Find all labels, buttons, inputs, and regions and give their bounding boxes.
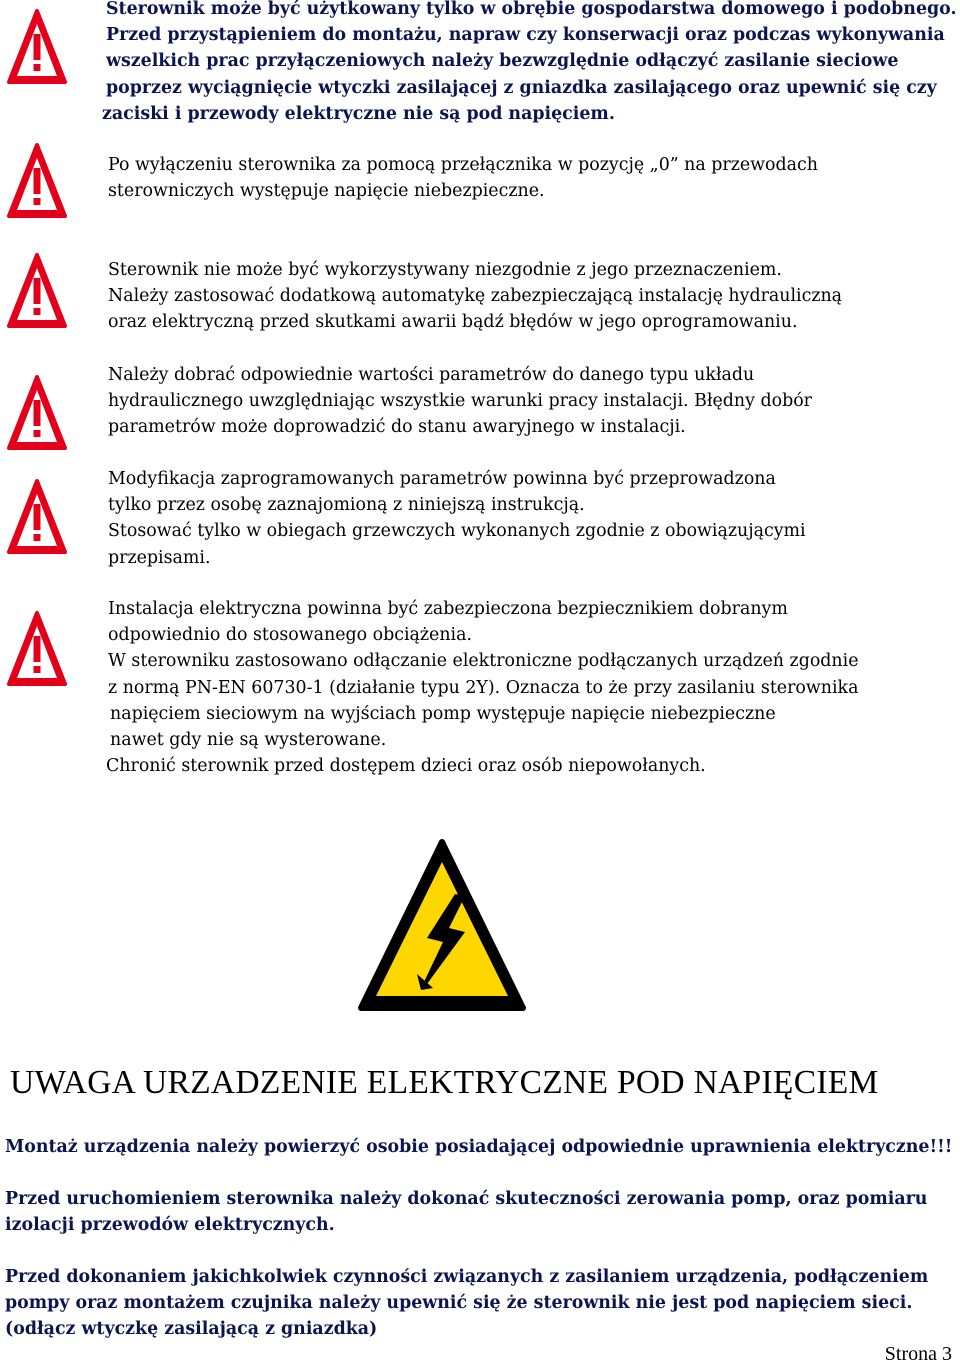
exclamation-triangle-icon	[6, 610, 68, 688]
warning-triangle-icon	[6, 478, 68, 556]
text-line: Montaż urządzenia należy powierzyć osobie posiadającej odpowiednie uprawnienia elektryczne!!!	[5, 1137, 953, 1157]
text-line: Przed przystąpieniem do montażu, napraw czy konserwacji oraz podczas wykonywania	[106, 25, 945, 46]
warning-triangle-icon	[6, 8, 68, 86]
text-line: tylko przez osobę zaznajomioną z niniejszą instrukcją.	[108, 495, 585, 516]
text-line: Po wyłączeniu sterownika za pomocą przełącznika w pozycję „0” na przewodach	[108, 155, 818, 175]
text-line: W sterowniku zastosowano odłączanie elektroniczne podłączanych urządzeń zgodnie	[108, 651, 859, 672]
text-line: odpowiednio do stosowanego obciążenia.	[108, 625, 473, 646]
text-line: sterowniczych występuje napięcie niebezpieczne.	[108, 181, 545, 202]
high-voltage-sign	[357, 838, 527, 1012]
text-line: Sterownik nie może być wykorzystywany niezgodnie z jego przeznaczeniem.	[108, 260, 782, 280]
text-line: Modyfikacja zaprogramowanych parametrów powinna być przeprowadzona	[108, 469, 776, 489]
exclamation-triangle-icon	[6, 142, 68, 220]
text-line: Instalacja elektryczna powinna być zabezpieczona bezpiecznikiem dobranym	[108, 599, 788, 619]
warning-triangle-icon	[6, 142, 68, 220]
notice-modification	[108, 466, 806, 571]
text-line: nawet gdy nie są wysterowane.	[110, 729, 387, 750]
notice-parameters	[108, 362, 812, 441]
page-number: Strona 3	[884, 1343, 952, 1365]
notice-grounding-test	[5, 1186, 927, 1238]
text-line: Stosować tylko w obiegach grzewczych wykonanych zgodnie z obowiązującymi	[108, 521, 806, 542]
text-line: Należy zastosować dodatkową automatykę zabezpieczającą instalację hydrauliczną	[108, 286, 843, 307]
exclamation-triangle-icon	[6, 252, 68, 330]
text-line: izolacji przewodów elektrycznych.	[5, 1215, 335, 1236]
text-line: Chronić sterownik przed dostępem dzieci oraz osób niepowołanych.	[106, 756, 706, 777]
notice-disconnect-power	[5, 1264, 928, 1343]
notice-household-use	[102, 0, 957, 127]
exclamation-triangle-icon	[6, 8, 68, 86]
text-line: z normą PN-EN 60730-1 (działanie typu 2Y). Oznacza to że przy zasilaniu sterownika	[108, 677, 859, 698]
text-line: Przed dokonaniem jakichkolwiek czynności związanych z zasilaniem urządzenia, podłączeniem	[5, 1267, 929, 1287]
warning-triangle-icon	[6, 374, 68, 452]
text-line: Przed uruchomieniem sterownika należy dokonać skuteczności zerowania pomp, oraz pomiaru	[5, 1189, 928, 1209]
notice-qualified-installer	[5, 1134, 952, 1160]
text-line: przepisami.	[108, 547, 211, 568]
text-line: parametrów może doprowadzić do stanu awaryjnego w instalacji.	[108, 417, 686, 438]
notice-intended-use	[108, 257, 842, 336]
text-line: wszelkich prac przyłączeniowych należy bezwzględnie odłączyć zasilanie sieciowe	[106, 51, 899, 72]
warning-triangle-icon	[6, 252, 68, 330]
text-line: oraz elektryczną przed skutkami awarii bądź błędów w jego oprogramowaniu.	[108, 312, 798, 333]
text-line: Należy dobrać odpowiednie wartości parametrów do danego typu układu	[108, 365, 755, 385]
text-line: poprzez wyciągnięcie wtyczki zasilającej z gniazdka zasilającego oraz upewnić się czy	[106, 77, 937, 98]
warning-triangle-icon	[6, 610, 68, 688]
exclamation-triangle-icon	[6, 478, 68, 556]
text-line: pompy oraz montażem czujnika należy upewnić się że sterownik nie jest pod napięciem sieci.	[5, 1293, 913, 1314]
text-line: (odłącz wtyczkę zasilającą z gniazdka)	[5, 1319, 378, 1340]
text-line: hydraulicznego uwzględniając wszystkie warunki pracy instalacji. Błędny dobór	[108, 391, 812, 412]
high-voltage-icon	[357, 838, 527, 1012]
notice-electrical-installation	[108, 596, 858, 779]
text-line: napięciem sieciowym na wyjściach pomp występuje napięcie niebezpieczne	[110, 703, 776, 724]
text-line: zaciski i przewody elektryczne nie są pod napięciem.	[102, 103, 615, 124]
text-line: Sterownik może być użytkowany tylko w obrębie gospodarstwa domowego i podobnego.	[106, 0, 957, 19]
exclamation-triangle-icon	[6, 374, 68, 452]
notice-switch-off	[108, 152, 818, 204]
page-heading: UWAGA URZADZENIE ELEKTRYCZNE POD NAPIĘCIEM	[10, 1064, 879, 1101]
